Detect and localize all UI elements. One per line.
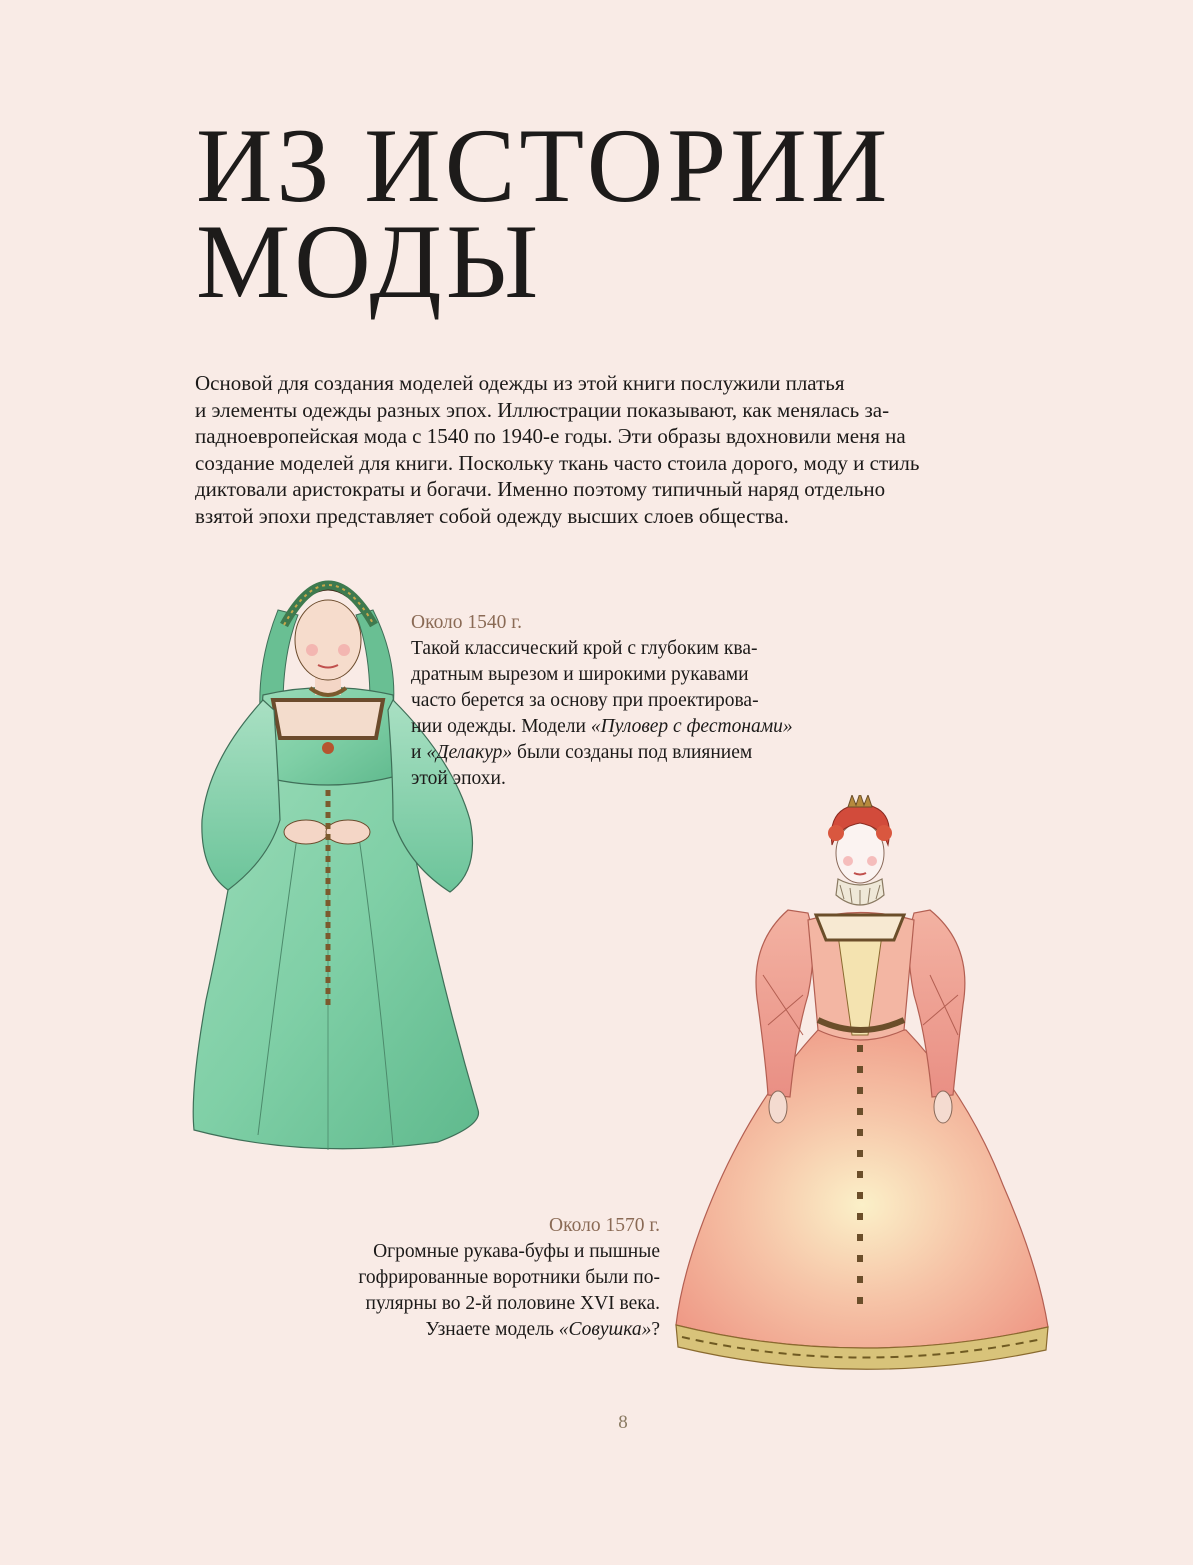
model-name-delacour: «Делакур» xyxy=(426,742,513,763)
caption-text: нии одежды. Модели xyxy=(411,716,591,737)
caption-text: Узнаете модель xyxy=(425,1319,559,1340)
caption-text: были созданы под влиянием xyxy=(512,742,753,763)
page-title-line-2: МОДЫ xyxy=(196,203,543,320)
caption-line: гофрированные воротники были по- xyxy=(358,1267,660,1288)
intro-line: и элементы одежды разных эпох. Иллюстрации показывают, как менялась за- xyxy=(195,397,890,422)
intro-line: падноевропейская мода с 1540 по 1940-е годы. Эти образы вдохновили меня на xyxy=(195,424,906,448)
intro-line: создание моделей для книги. Поскольку ткань часто стоила дорого, моду и стиль xyxy=(195,450,920,475)
caption-heading: Около 1540 г. xyxy=(411,612,522,633)
page-title-line-1: ИЗ ИСТОРИИ xyxy=(196,107,892,224)
caption-line: пулярны во 2-й половине XVI века. xyxy=(365,1293,660,1314)
caption-line: Огромные рукава-буфы и пышные xyxy=(373,1241,660,1262)
caption-text: ? xyxy=(651,1319,660,1340)
intro-line: Основой для создания моделей одежды из этой книги послужили платья xyxy=(195,371,845,395)
caption-line: Такой классический крой с глубоким ква- xyxy=(411,638,758,659)
model-name-sovushka: «Совушка» xyxy=(558,1319,652,1340)
caption-line xyxy=(411,714,793,740)
caption-line: этой эпохи. xyxy=(411,768,506,789)
caption-text: и xyxy=(411,742,427,763)
caption-line xyxy=(411,740,793,766)
page-title xyxy=(196,107,892,320)
page-number: 8 xyxy=(618,1412,628,1433)
caption-line: часто берется за основу при проектирова- xyxy=(411,690,759,711)
pink-dress-illustration xyxy=(668,795,1053,1370)
caption-line: дратным вырезом и широкими рукавами xyxy=(411,664,749,685)
intro-line: диктовали аристократы и богачи. Именно поэтому типичный наряд отдельно xyxy=(195,477,886,501)
caption-line xyxy=(358,1317,660,1343)
intro-paragraph xyxy=(195,370,1065,529)
caption-1570 xyxy=(358,1213,660,1343)
caption-1540 xyxy=(411,610,793,792)
caption-heading: Около 1570 г. xyxy=(549,1215,660,1236)
model-name-scalloped-pullover: «Пуловер с фестонами» xyxy=(590,716,793,737)
intro-line: взятой эпохи представляет собой одежду высших слоев общества. xyxy=(195,503,789,528)
